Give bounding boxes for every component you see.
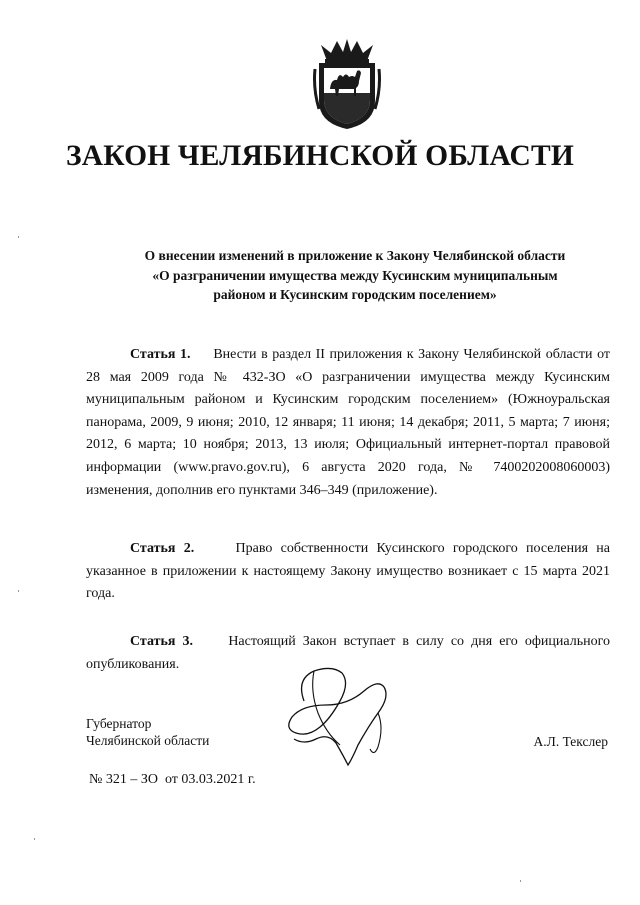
law-title: ЗАКОН ЧЕЛЯБИНСКОЙ ОБЛАСТИ — [65, 140, 575, 172]
signatory-position-line: Челябинской области — [86, 733, 210, 748]
handwritten-signature — [274, 661, 404, 773]
article-label: Статья 3. — [130, 634, 194, 649]
scan-speck — [34, 838, 35, 840]
law-subject — [100, 246, 610, 305]
scan-speck — [18, 590, 19, 592]
article-text: Внести в раздел II приложения к Закону Челябинской области от 28 мая 2009 года № 432-ЗО «О разграничении имущества между Кусинским муниципальным районом и Кусинским городским поселением» (Южноуральская панорама, 2009, 9 июня; 2010, 12 января; 11 июня; 14 декабря; 2011, 5 марта; 7 июня; 2012, 6 марта; 10 ноября; 2013, 13 июля; Официальный интернет-портал правовой информации (www.pravo.gov.ru), 6 августа 2020 года, № 7400202008060003) изменения, дополнив его пунктами 346–349 (приложение). — [86, 347, 611, 498]
signatory-position-line: Губернатор — [86, 716, 152, 731]
law-number — [89, 772, 256, 788]
article-1 — [86, 344, 610, 502]
subject-line: «О разграничении имущества между Кусинским муниципальным — [152, 267, 558, 283]
law-number-value: № 321 – ЗО — [89, 772, 158, 787]
signatory-name: А.Л. Текслер — [533, 734, 608, 749]
scan-speck — [18, 236, 19, 238]
scan-speck — [520, 880, 521, 882]
subject-line: О внесении изменений в приложение к Закону Челябинской области — [144, 248, 566, 263]
law-date: от 03.03.2021 г. — [164, 772, 256, 787]
article-text: Настоящий Закон вступает в силу со дня его официального опубликования. — [86, 634, 611, 672]
coat-of-arms-icon — [313, 39, 381, 131]
article-text: Право собственности Кусинского городского поселения на указанное в приложении к настоящему Закону имущество возникает с 15 марта 2021 года. — [86, 541, 611, 602]
article-2 — [86, 538, 610, 606]
subject-line: районом и Кусинским городским поселением» — [213, 287, 497, 302]
signatory-position — [86, 715, 209, 749]
article-label: Статья 2. — [130, 541, 195, 556]
article-label: Статья 1. — [130, 347, 191, 362]
